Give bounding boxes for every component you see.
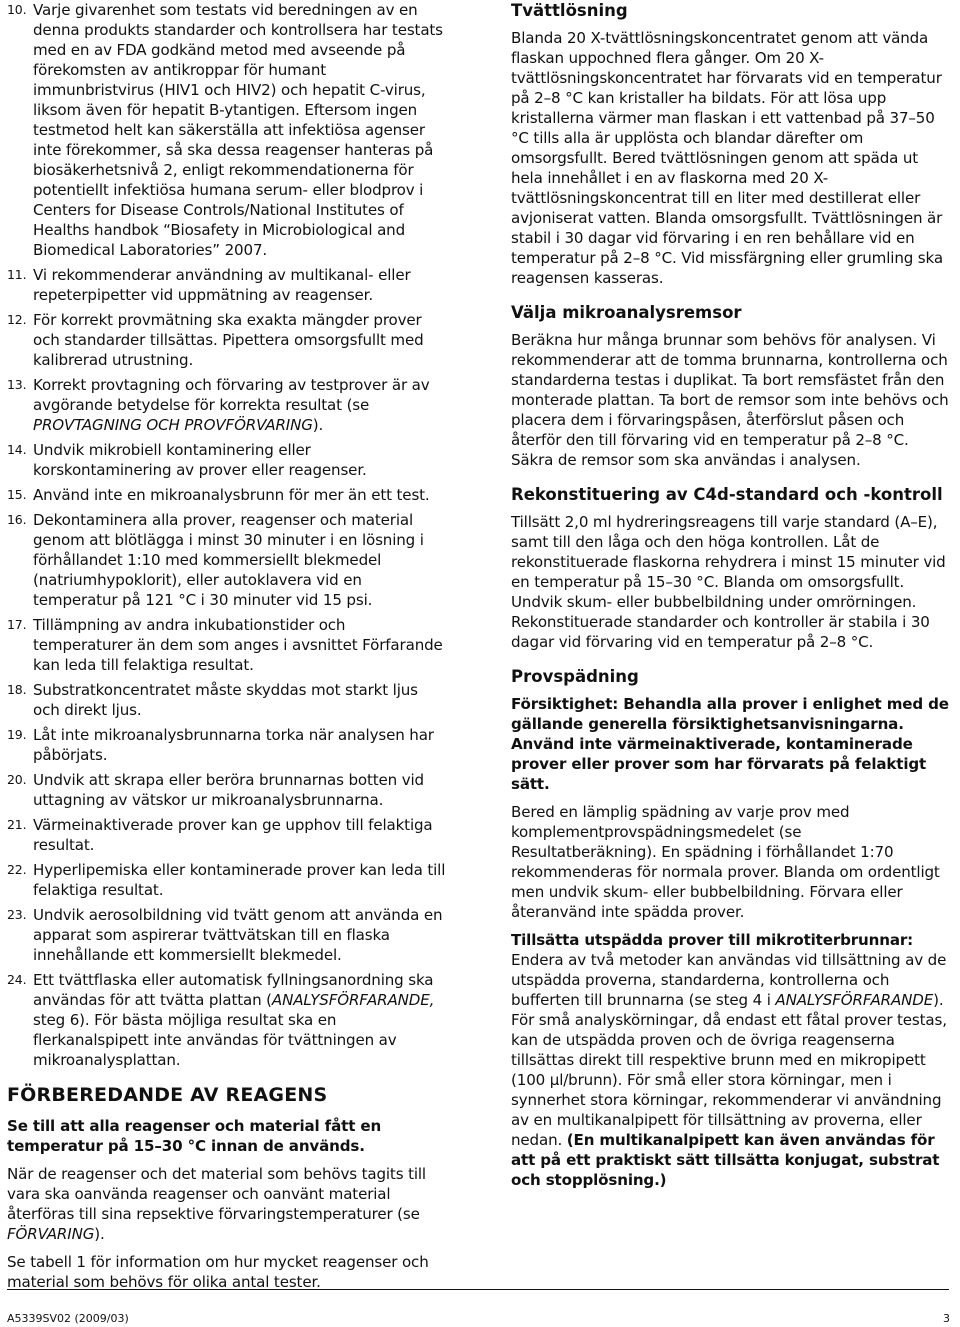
item-text: Låt inte mikroanalysbrunnarna torka när analysen har påbörjats. [33,726,434,764]
dilution-caution: Försiktighet: Behandla alla prover i enlighet med de gällande generella försiktighetsanvisningarna. Använd inte värmeinaktiverade, kontaminerade prover eller prover som har förvarats på felaktigt sätt. [511,695,949,793]
section-reference: FÖRVARING [7,1225,95,1243]
list-item [7,310,447,370]
item-text: Dekontaminera alla prover, reagenser och material genom att blötlägga i minst 30 minuter i en lösning i förhållandet 1:10 med kommersiellt blekmedel (natriumhypoklorit), eller autoklavera vid en temperatur på 121 °C i 30 minuter vid 15 psi. [33,511,424,609]
section-reference: ANALYSFÖRFARANDE [775,991,934,1009]
list-item [7,680,447,720]
item-number: 16. [7,512,27,527]
list-item [7,375,447,435]
list-item [7,970,447,1070]
item-text: Undvik aerosolbildning vid tvätt genom att använda en apparat som aspirerar tvättvätskan till en flaska innehållande ett kommersiellt blekmedel. [33,906,443,964]
item-text: Substratkoncentratet måste skyddas mot starkt ljus och direkt ljus. [33,681,418,719]
list-item [7,485,447,505]
item-number: 18. [7,682,27,697]
item-number: 19. [7,727,27,742]
document-code: A5339SV02 (2009/03) [7,1312,129,1325]
list-item [7,0,447,260]
list-item [7,615,447,675]
item-number: 15. [7,487,27,502]
section-reference: PROVTAGNING OCH PROVFÖRVARING [33,416,313,434]
item-text: Använd inte en mikroanalysbrunn för mer än ett test. [33,486,430,504]
page-number: 3 [943,1312,950,1325]
item-text-part: steg 6). För bästa möjliga resultat ska en flerkanalspipett inte användas för tvättningen av mikroanalysplattan. [33,1011,397,1069]
item-text: Värmeinaktiverade prover kan ge upphov till felaktiga resultat. [33,816,433,854]
section-heading-strips: Välja mikroanalysremsor [511,303,742,322]
footer-divider [7,1289,949,1290]
item-number: 23. [7,907,27,922]
prep-paragraph [7,1164,447,1244]
section-reference: ANALYSFÖRFARANDE, [271,991,435,1009]
section-heading-reconstitution: Rekonstituering av C4d-standard och -kontroll [511,485,943,504]
item-text: Undvik mikrobiell kontaminering eller korskontaminering av prover eller reagenser. [33,441,367,479]
text-part: ). [94,1225,105,1243]
item-text: Tillämpning av andra inkubationstider och temperaturer än dem som anges i avsnittet Förfarande kan leda till felaktiga resultat. [33,616,443,674]
prep-warning: Se till att alla reagenser och material fått en temperatur på 15–30 °C innan de används. [7,1117,382,1155]
multichannel-note: (En multikanalpipett kan även användas för att på ett praktiskt sätt tillsätta konjugat, substrat och stopplösning.) [511,1131,940,1189]
item-text-part: Ett tvättflaska eller automatisk fyllningsanordning ska användas för att tvätta plattan ( [33,971,434,1009]
item-text: Varje givarenhet som testats vid beredningen av en denna produkts standarder och kontrollsera har testats med en av FDA godkänd metod med avseende på förekomsten av antikroppar för humant immunbristvirus (HIV1 och HIV2) och hepatit C-virus, liksom även för hepatit B-ytantigen. Eftersom ingen testmetod helt kan säkerställa att infektiösa agenser inte förekommer, så ska dessa reagenser hanteras på biosäkerhetsnivå 2, enligt rekommendationerna för potentiellt infektiösa humana serum- eller blodprov i Centers for Disease Controls/National Institutes of Healths handbok “Biosafety in Microbiological and Biomedical Laboratories” 2007. [33,1,443,259]
list-item [7,770,447,810]
item-number: 11. [7,267,27,282]
section-heading-reagent-prep: FÖRBEREDANDE AV REAGENS [7,1084,328,1106]
list-item [7,905,447,965]
right-column [511,0,949,1198]
item-text: Vi rekommenderar användning av multikanal- eller repeterpipetter vid uppmätning av reagenser. [33,266,411,304]
item-number: 13. [7,377,27,392]
text-part: När de reagenser och det material som behövs tagits till vara ska oanvända reagenser och oanvänt material återföras till sina repsektive förvaringstemperaturer (se [7,1165,426,1223]
item-text: För korrekt provmätning ska exakta mängder prover och standarder tillsättas. Pipettera omsorgsfullt med kalibrerad utrustning. [33,311,424,369]
text-part: Endera av två metoder kan användas vid tillsättning av de utspädda proverna, standarderna, kontrollerna och bufferten till brunnarna (se steg 4 i [511,951,947,1009]
adding-samples-lead: Tillsätta utspädda prover till mikrotiterbrunnar: [511,931,914,949]
item-number: 17. [7,617,27,632]
list-item [7,265,447,305]
item-number: 12. [7,312,27,327]
list-item [7,725,447,765]
item-text: Hyperlipemiska eller kontaminerade prover kan leda till felaktiga resultat. [33,861,446,899]
section-heading-dilution: Provspädning [511,667,639,686]
item-number: 24. [7,972,27,987]
list-item [7,815,447,855]
item-text [33,375,447,435]
item-number: 21. [7,817,27,832]
left-column [7,0,447,1300]
list-item [7,510,447,610]
item-text-part: ). [312,416,324,434]
section-heading-wash-solution: Tvättlösning [511,1,628,20]
prep-paragraph: Se tabell 1 för information om hur mycket reagenser och material som behövs för olika antal tester. [7,1253,429,1291]
list-item [7,440,447,480]
strips-paragraph: Beräkna hur många brunnar som behövs för analysen. Vi rekommenderar att de tomma brunnarna, kontrollerna och standarderna testas i duplikat. Ta bort remsfästet från den monterade plattan. Ta bort de remsor som inte behövs och placera dem i förvaringspåsen, återförslut påsen och återför den till förvaring vid en temperatur på 2–8 °C. Säkra de remsor som ska användas i analysen. [511,331,949,469]
adding-samples-paragraph [511,930,949,1190]
reconstitution-paragraph: Tillsätt 2,0 ml hydreringsreagens till varje standard (A–E), samt till den låga och den höga kontrollen. Låt de rekonstituerade flaskorna rehydrera i minst 15 minuter vid en temperatur på 15–30 °C. Blanda om omsorgsfullt. Undvik skum- eller bubbelbildning under omrörningen. Rekonstituerade standarder och kontroller är stabila i 30 dagar vid förvaring vid en temperatur på 2–8 °C. [511,513,946,651]
item-number: 10. [7,2,27,17]
item-number: 14. [7,442,27,457]
item-number: 20. [7,772,27,787]
item-text [33,970,447,1070]
dilution-paragraph: Bered en lämplig spädning av varje prov med komplementprovspädningsmedelet (se Resultatberäkning). En spädning i förhållandet 1:70 rekommenderas för normala prover. Blanda om ordentligt men undvik skum- eller bubbelbildning. Förvara eller återanvänd inte spädda prover. [511,803,940,921]
list-item [7,860,447,900]
wash-paragraph: Blanda 20 X-tvättlösningskoncentratet genom att vända flaskan uppochned flera gånger. Om 20 X-tvättlösningskoncentratet har förvarats vid en temperatur på 2–8 °C kan kristaller ha bildats. För att lösa upp kristallerna värmer man flaskan i ett vattenbad på 37–50 °C tills alla är upplösta och blandar därefter om omsorgsfullt. Bered tvättlösningen genom att späda ut hela innehållet i en av flaskorna med 20 X-tvättlösningskoncentrat till en liter med destillerat eller avjoniserat vatten. Blanda omsorgsfullt. Tvättlösningen är stabil i 30 dagar vid förvaring i en ren behållare vid en temperatur på 2–8 °C. Vid missfärgning eller grumling ska reagensen kasseras. [511,29,943,287]
text-part: ). För små analyskörningar, då endast ett fåtal prover testas, kan de utspädda proven och de övriga reagenserna tillsättas direkt till respektive brunn med en mikropipett (100 µl/brunn). För små eller stora körningar, men i synnerhet stora körningar, rekommenderar vi användning av en multikanalpipett för tillsättning av proverna, eller nedan. [511,991,947,1149]
item-text-part: Korrekt provtagning och förvaring av testprover är av avgörande betydelse för korrekta resultat (se [33,376,430,414]
item-text: Undvik att skrapa eller beröra brunnarnas botten vid uttagning av vätskor ur mikroanalysbrunnarna. [33,771,424,809]
item-number: 22. [7,862,27,877]
